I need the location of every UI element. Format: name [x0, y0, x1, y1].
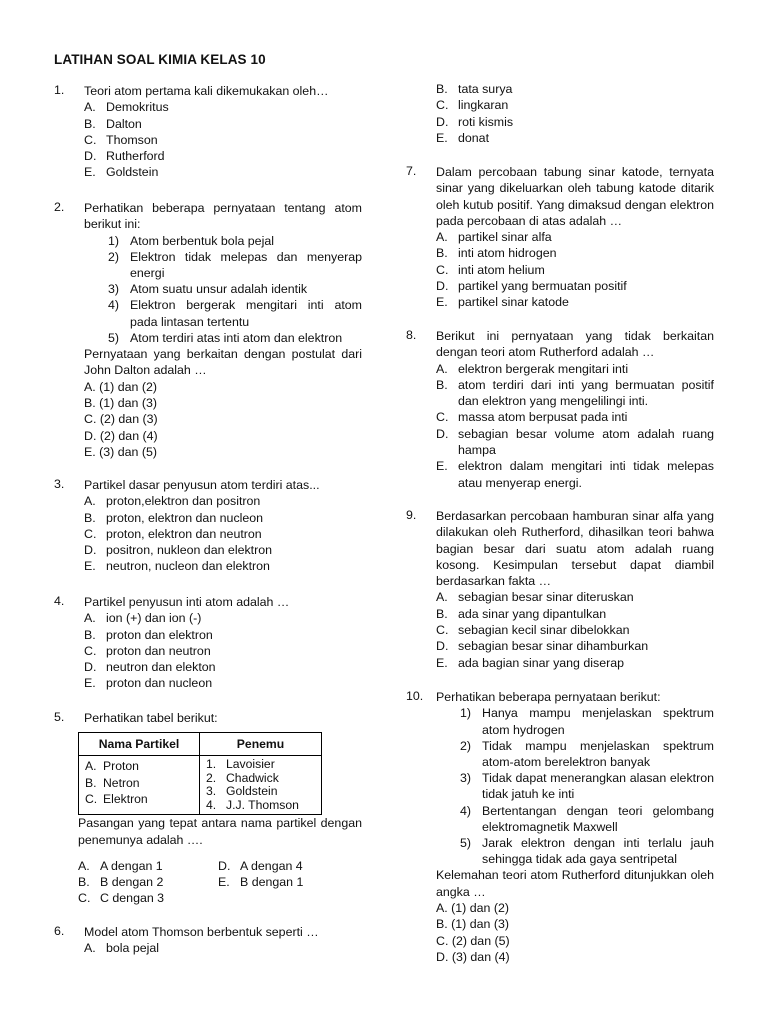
question-number: 6. [54, 924, 65, 938]
table-item: 3. Goldstein [206, 784, 278, 799]
question-number: 5. [54, 710, 65, 724]
statement: 5) Atom terdiri atas inti atom dan elektron [108, 330, 343, 345]
option: C. C dengan 3 [78, 891, 165, 906]
option: D. roti kismis [436, 114, 514, 129]
option: D. neutron dan elekton [84, 660, 216, 675]
question-number: 3. [54, 477, 65, 491]
option: C. sebagian kecil sinar dibelokkan [436, 623, 630, 638]
options [436, 361, 714, 491]
option: C. (2) dan (5) [436, 933, 510, 948]
question-prompt: Kelemahan teori atom Rutherford ditunjukkan oleh angka … [436, 868, 714, 899]
question-stem: Perhatikan beberapa pernyataan berikut: [436, 690, 661, 704]
question-prompt: Pernyataan yang berkaitan dengan postulat dari John Dalton adalah … [84, 347, 362, 378]
options [436, 81, 714, 146]
question-4 [54, 594, 362, 692]
question-stem: Partikel dasar penyusun atom terdiri atas... [84, 478, 320, 492]
question-stem: Berikut ini pernyataan yang tidak berkaitan dengan teori atom Rutherford adalah … [436, 329, 714, 360]
option: A. bola pejal [84, 941, 160, 956]
question-8 [406, 328, 714, 491]
question-number: 8. [406, 328, 417, 342]
option: E. neutron, nucleon dan elektron [84, 559, 270, 574]
option: C. lingkaran [436, 98, 509, 113]
question-number: 10. [406, 689, 424, 703]
statement: 5) Jarak elektron dengan inti terlalu jauh sehingga tidak ada gaya sentripetal [460, 835, 714, 867]
question-stem: Berdasarkan percobaan hamburan sinar alfa yang dilakukan oleh Rutherford, dihasilkan teori bahwa bagian besar dari suatu atom adalah ruang kosong. Kesimpulan tersebut dapat diambil berdasarkan fakta … [436, 509, 714, 589]
option: A. sebagian besar sinar diteruskan [436, 590, 634, 605]
option: D. sebagian besar sinar dihamburkan [436, 639, 649, 654]
table-item: 2. Chadwick [206, 770, 279, 785]
question-6-continued [406, 81, 714, 146]
question-2 [54, 200, 362, 460]
question-stem: Partikel penyusun inti atom adalah … [84, 595, 290, 609]
option: B. (1) dan (3) [84, 395, 157, 410]
option: C. proton, elektron dan neutron [84, 526, 262, 541]
page-title: LATIHAN SOAL KIMIA KELAS 10 [54, 52, 266, 67]
statement: 1) Atom berbentuk bola pejal [108, 233, 274, 248]
option: D. Rutherford [84, 149, 165, 164]
option: D. sebagian besar volume atom adalah ruang hampa [436, 426, 714, 458]
options [436, 229, 714, 310]
table-item: A. Proton [85, 759, 139, 774]
option: A. A dengan 1 [78, 858, 163, 873]
options [84, 610, 362, 691]
option: E. (3) dan (5) [84, 444, 157, 459]
option: B. ada sinar yang dipantulkan [436, 606, 607, 621]
option: B. proton dan elektron [84, 627, 213, 642]
option: C. Thomson [84, 132, 158, 147]
table-header: Penemu [200, 733, 322, 756]
table-item: B. Netron [85, 775, 140, 790]
option: D. (3) dan (4) [436, 949, 510, 964]
question-stem: Perhatikan tabel berikut: [84, 711, 218, 725]
statement: 1) Hanya mampu menjelaskan spektrum atom hydrogen [460, 706, 714, 737]
question-10 [406, 689, 714, 965]
option: A. Demokritus [84, 100, 169, 115]
question-stem: Dalam percobaan tabung sinar katode, ternyata sinar yang dikeluarkan oleh tabung katode ditarik oleh kutub positif. Yang dimaksud dengan elektron pada percobaan di atas adalah … [436, 165, 714, 228]
question-3 [54, 477, 362, 575]
option: A. partikel sinar alfa [436, 230, 552, 245]
table-cell [200, 756, 322, 815]
question-prompt: Pasangan yang tepat antara nama partikel dengan penemunya adalah …. [78, 816, 362, 847]
options [84, 940, 362, 956]
table-cell [79, 756, 200, 815]
option: A. (1) dan (2) [436, 900, 509, 915]
question-1 [54, 83, 362, 181]
option: E. partikel sinar katode [436, 295, 569, 310]
question-5 [54, 710, 362, 907]
option: A. ion (+) dan ion (-) [84, 611, 202, 626]
option: B. B dengan 2 [78, 875, 164, 890]
option: C. proton dan neutron [84, 643, 211, 658]
option: C. massa atom berpusat pada inti [436, 410, 628, 425]
option: E. donat [436, 130, 490, 145]
option: A. (1) dan (2) [84, 379, 157, 394]
table-item: C. Elektron [85, 791, 148, 806]
option: B. inti atom hidrogen [436, 246, 557, 261]
statement: 3) Tidak dapat menerangkan alasan elektron tidak jatuh ke inti [460, 771, 714, 802]
question-number: 9. [406, 508, 417, 522]
options [436, 589, 714, 670]
option: D. A dengan 4 [218, 858, 303, 873]
statement: 4) Bertentangan dengan teori gelombang elektromagnetik Maxwell [460, 803, 714, 834]
question-number: 7. [406, 164, 417, 178]
option: D. partikel yang bermuatan positif [436, 279, 627, 294]
question-9 [406, 508, 714, 671]
option: D. (2) dan (4) [84, 428, 158, 443]
option: B. Dalton [84, 116, 142, 131]
option: A. elektron bergerak mengitari inti [436, 361, 629, 376]
table-item: 1. Lavoisier [206, 757, 275, 772]
statement: 2) Tidak mampu menjelaskan spektrum atom-atom berelektron banyak [460, 738, 714, 769]
question-stem: Model atom Thomson berbentuk seperti … [84, 925, 319, 939]
question-6 [54, 924, 362, 957]
option: B. atom terdiri dari inti yang bermuatan positif dan elektron yang mengelilingi inti. [436, 377, 714, 409]
option: B. proton, elektron dan nucleon [84, 510, 264, 525]
particle-table [78, 732, 322, 815]
options [84, 493, 362, 574]
option: E. elektron dalam mengitari inti tidak melepas atau menyerap energi. [436, 459, 714, 490]
question-number: 2. [54, 200, 65, 214]
statement: 2) Elektron tidak melepas dan menyerap energi [108, 249, 362, 280]
statement-list [108, 233, 362, 346]
option: B. (1) dan (3) [436, 917, 509, 932]
question-7 [406, 164, 714, 311]
table-item: 4. J.J. Thomson [206, 798, 299, 813]
option: A. proton,elektron dan positron [84, 494, 261, 509]
options [78, 858, 362, 907]
option: E. Goldstein [84, 165, 159, 180]
option: E. proton dan nucleon [84, 676, 213, 691]
option: C. inti atom helium [436, 262, 545, 277]
question-stem: Teori atom pertama kali dikemukakan oleh… [84, 84, 329, 98]
question-number: 4. [54, 594, 65, 608]
option: C. (2) dan (3) [84, 412, 158, 427]
question-number: 1. [54, 83, 65, 97]
statement: 3) Atom suatu unsur adalah identik [108, 282, 308, 297]
option: D. positron, nukleon dan elektron [84, 543, 273, 558]
option: E. ada bagian sinar yang diserap [436, 655, 625, 670]
statement: 4) Elektron bergerak mengitari inti atom pada lintasan tertentu [108, 298, 362, 329]
option: E. B dengan 1 [218, 875, 304, 890]
option: B. tata surya [436, 82, 513, 96]
table-header: Nama Partikel [79, 733, 200, 756]
question-stem: Perhatikan beberapa pernyataan tentang atom berikut ini: [84, 201, 362, 232]
statement-list [460, 705, 714, 867]
options [84, 99, 362, 180]
